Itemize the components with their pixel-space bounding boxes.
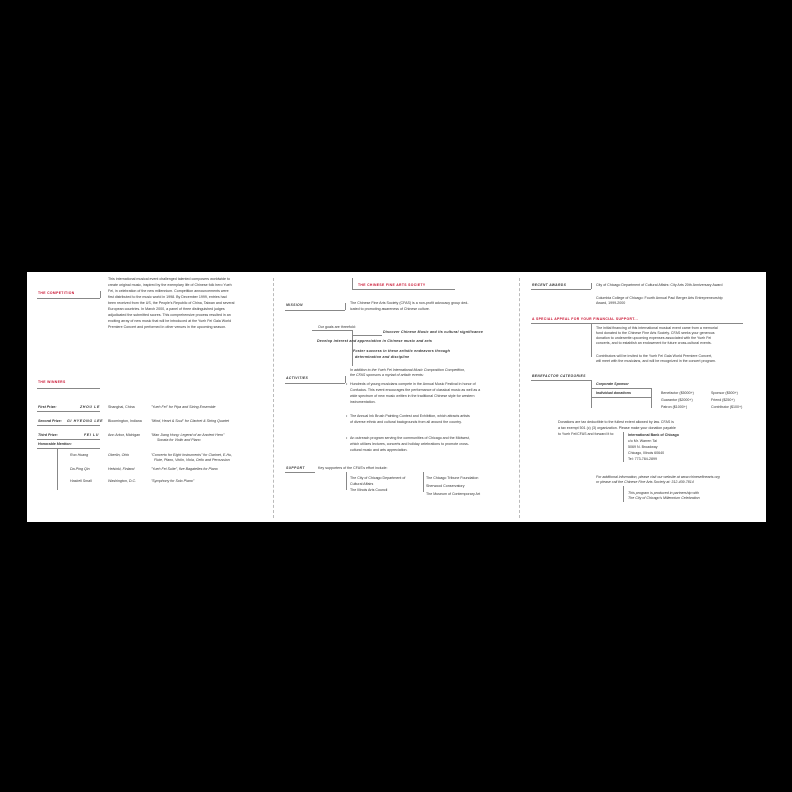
activities-label: ACTIVITIES — [286, 376, 309, 380]
categories-bracket — [591, 380, 592, 408]
individual-rule — [591, 397, 651, 398]
supporter-name: The Chicago Tribune Foundation — [426, 476, 479, 480]
appeal-line: donation to underwrite upcoming expenses associated with the Yueh Fei — [596, 336, 712, 340]
prize-label: First Prize: — [38, 405, 57, 409]
activity-line: which utilizes lectures, concerts and holiday celebrations to promote cross- — [350, 442, 470, 446]
individual-donations: Individual donations — [596, 391, 631, 395]
winner-place: Bloomington, Indiana — [108, 419, 142, 423]
support-label: SUPPORT — [286, 466, 305, 470]
supporter-name: Sherwood Conservatory — [426, 484, 465, 488]
award-line: Award, 1999-2000 — [596, 301, 626, 305]
fold-line-right — [519, 278, 520, 518]
winner-work: "Mind, Heart & Soul" for Clarinet & String Quartet — [151, 419, 230, 423]
bank-address-line: c/o Mr. Warren Tai — [628, 439, 657, 443]
winner-place: Ann Arbor, Michigan — [108, 433, 141, 437]
awards-rule-tick — [591, 283, 592, 289]
competition-line: European countries. In March 2000, a panel of three distinguished judges — [108, 307, 225, 311]
mission-line: icated to promoting awareness of Chinese culture. — [350, 307, 430, 311]
winner-place: Shanghai, China — [108, 405, 135, 409]
donation-tier: Benefactor ($5000+) — [661, 391, 694, 395]
honorable-work: "Symphony for Solo Piano" — [151, 479, 195, 483]
appeal-rule — [531, 323, 743, 324]
prize-label: Second Prize: — [38, 419, 62, 423]
honorable-work: "Yueh Fei Suite", five Bagatelles for Piano — [151, 467, 218, 471]
winner-name: ZHOU LE — [80, 405, 100, 409]
bullet-icon: • — [346, 436, 348, 440]
bank-phone: Tel: 773-784-2899 — [628, 457, 657, 461]
goal-item: Develop interest and appreciation in Chinese music and arts — [317, 339, 433, 343]
activity-line: Confucius. This event encourages the performance of classical music as well as a — [350, 388, 481, 392]
activity-line: wide spectrum of new music written in the traditional Chinese style for western — [350, 394, 475, 398]
competition-rule-tick — [100, 291, 101, 298]
fold-line-left — [273, 278, 274, 518]
competition-line: first distributed to the music world in 1998. By December 1999, entries had — [108, 295, 227, 299]
supporter-name: The Museum of Contemporary Art — [426, 492, 481, 496]
donation-tier: Contributor ($100+) — [711, 405, 743, 409]
donation-tier: Patron ($1000+) — [661, 405, 688, 409]
competition-line: This international musical event challenged talented composers worldwide to — [108, 277, 231, 281]
honorable-name: Da-Ping Qin — [70, 467, 90, 471]
activity-line: Hundreds of young musicians compete in the Annual Music Festival in honor of — [350, 382, 476, 386]
info-line: For additional information, please visit our website at www.chinesefinearts.org — [596, 475, 720, 479]
activities-rule — [285, 383, 345, 384]
partnership-bracket — [623, 486, 624, 502]
bank-address-line: 5069 N. Broadway — [628, 445, 658, 449]
partnership-line: The City of Chicago's Millennium Celebration — [628, 496, 700, 500]
deductible-line: Donations are tax deductible to the fullest extent allowed by law. CFAS is — [558, 420, 674, 424]
honorable-work-line2: Flute, Piano, Violin, Viola, Cello and Percussion — [154, 458, 230, 462]
society-heading: THE CHINESE FINE ARTS SOCIETY — [358, 283, 426, 287]
winners-heading: THE WINNERS — [38, 380, 66, 384]
corporate-sponsor: Corporate Sponsor — [596, 382, 629, 386]
competition-line: adjudicated the submitted scores. This comprehensive process resulted in an — [108, 313, 231, 317]
winner-rule — [37, 439, 100, 440]
honorable-name: Ruo Huang — [70, 453, 89, 457]
deductible-line: to Yueh Fei/CFAS and forward it to: — [558, 432, 615, 436]
activities-intro-line: In addition to the Yueh Fei International Music Composition Competition, — [350, 368, 466, 372]
prize-label: Third Prize: — [38, 433, 58, 437]
awards-rule — [531, 289, 591, 290]
donation-tier: Friend ($250+) — [711, 398, 735, 402]
activity-line: cultural music and arts appreciation. — [350, 448, 408, 452]
support-bracket — [346, 472, 347, 490]
bullet-icon: • — [346, 414, 348, 418]
supporter-name: The City of Chicago Department of — [350, 476, 406, 480]
winner-work: "Man Jiang Hong: Legend of an Ancient Hero" — [151, 433, 225, 437]
support-rule — [285, 472, 315, 473]
honorable-work: "Concerto for Eight Instruments" for Clarinet, E-Hu, — [151, 453, 233, 457]
activity-line: instrumentation. — [350, 400, 376, 404]
competition-rule — [37, 298, 100, 299]
competition-line: been received from the US, the People's Republic of China, Taiwan and several — [108, 301, 235, 305]
corporate-rule — [591, 388, 651, 389]
winner-work-line2: Sonata for Violin and Piano — [157, 438, 201, 442]
goals-rule — [312, 330, 352, 331]
honorable-place: Washington, D.C. — [108, 479, 137, 483]
activity-line: of diverse ethnic and cultural backgrounds from all around the country. — [350, 420, 462, 424]
deductible-line: a tax exempt 501 (c) (3) organization. Please make your donation payable — [558, 426, 676, 430]
appeal-bracket — [591, 323, 592, 357]
winners-rule — [37, 388, 100, 389]
winner-name: GI HYEONG LEE — [67, 419, 104, 423]
bank-address-line: Chicago, Illinois 60640 — [628, 451, 665, 455]
categories-rule — [531, 380, 591, 381]
honorable-place: Helsinki, Finland — [108, 467, 135, 471]
support-bracket-right — [423, 472, 424, 492]
award-line: Columbia College of Chicago: Fourth Annual Paul Berger Arts Entrepreneurship — [596, 296, 723, 300]
contributors-line: will meet with the musicians, and will be recognized in the concert program. — [596, 359, 716, 363]
appeal-line: The initial financing of this international musical event came from a memorial — [596, 326, 718, 330]
supporter-name: Cultural Affairs — [350, 482, 374, 486]
honorable-place: Oberlin, Ohio — [108, 453, 130, 457]
appeal-line: concerts, and to establish an endowment for future cross-cultural events. — [596, 341, 712, 345]
award-line: City of Chicago Department of Cultural Affairs: City Arts 20th Anniversary Award — [596, 283, 723, 287]
honorable-rule — [37, 448, 100, 449]
society-rule — [352, 289, 455, 290]
winner-work: "Yueh Fei" for Pipa and String Ensemble — [151, 405, 216, 409]
benefactor-categories-label: BENEFACTOR CATEGORIES — [532, 374, 586, 378]
mission-label: MISSION — [286, 303, 303, 307]
winner-rule — [37, 425, 100, 426]
recent-awards-label: RECENT AWARDS — [532, 283, 567, 287]
goal-item: determination and discipline — [355, 355, 410, 359]
support-intro: Key supporters of the CFAS's effort include: — [318, 466, 388, 470]
activity-line: An outreach program serving the communities of Chicago and the Midwest, — [350, 436, 470, 440]
appeal-heading: A SPECIAL APPEAL FOR YOUR FINANCIAL SUPPORT... — [532, 317, 639, 321]
competition-line: Fei, in celebration of the new millennium. Competition announcements were — [108, 289, 229, 293]
competition-line: Premiere Concert and performed in other venues in the upcoming season. — [108, 325, 227, 329]
mission-rule-tick — [345, 303, 346, 310]
activity-line: The Annual Ink Brush Painting Contest and Exhibition, which attracts artists — [350, 414, 470, 418]
partnership-line: This program is produced in partnership with — [628, 491, 699, 495]
honorable-name: Haskell Small — [70, 479, 92, 483]
competition-heading: THE COMPETITION — [38, 291, 75, 295]
mission-rule — [285, 310, 345, 311]
bullet-icon: • — [346, 382, 348, 386]
honorable-mention-label: Honorable Mention: — [38, 442, 72, 446]
info-line: or please call the Chinese Fine Arts Society at: 312-409-7814 — [596, 480, 694, 484]
bank-name: International Bank of Chicago — [628, 433, 679, 437]
activities-intro-line: the CFAS sponsors a myriad of artistic events: — [350, 373, 424, 377]
goal-item: Foster success in these artistic endeavors through — [353, 349, 451, 353]
donation-tier: Guarantor ($2000+) — [661, 398, 693, 402]
mission-line: The Chinese Fine Arts Society (CFAS) is a non-profit advocacy group ded- — [350, 301, 469, 305]
supporter-name: The Illinois Arts Council — [350, 488, 388, 492]
winner-rule — [37, 411, 100, 412]
contributors-line: Contributors will be invited to the Yueh Fei Gala World Premiere Concert, — [596, 354, 713, 358]
winner-name: FEI LU — [84, 433, 99, 437]
donation-bracket — [651, 388, 652, 408]
brochure-sheet — [27, 272, 766, 522]
bank-bracket — [623, 432, 624, 462]
competition-line: create original music, inspired by the exemplary life of Chinese folk hero Yueh — [108, 283, 232, 287]
society-rule-tick — [352, 278, 353, 289]
competition-line: exciting array of new music that will be introduced at the Yueh Fei Gala World — [108, 319, 232, 323]
goal-connector — [352, 335, 382, 336]
goals-intro: Our goals are threefold: — [318, 325, 356, 329]
donation-tier: Sponsor ($500+) — [711, 391, 738, 395]
appeal-line: fund donated to the Chinese Fine Arts Society. CFAS seeks your generous — [596, 331, 715, 335]
goal-item: Discover Chinese Music and its cultural significance — [383, 330, 484, 334]
honorable-bracket — [57, 448, 58, 490]
